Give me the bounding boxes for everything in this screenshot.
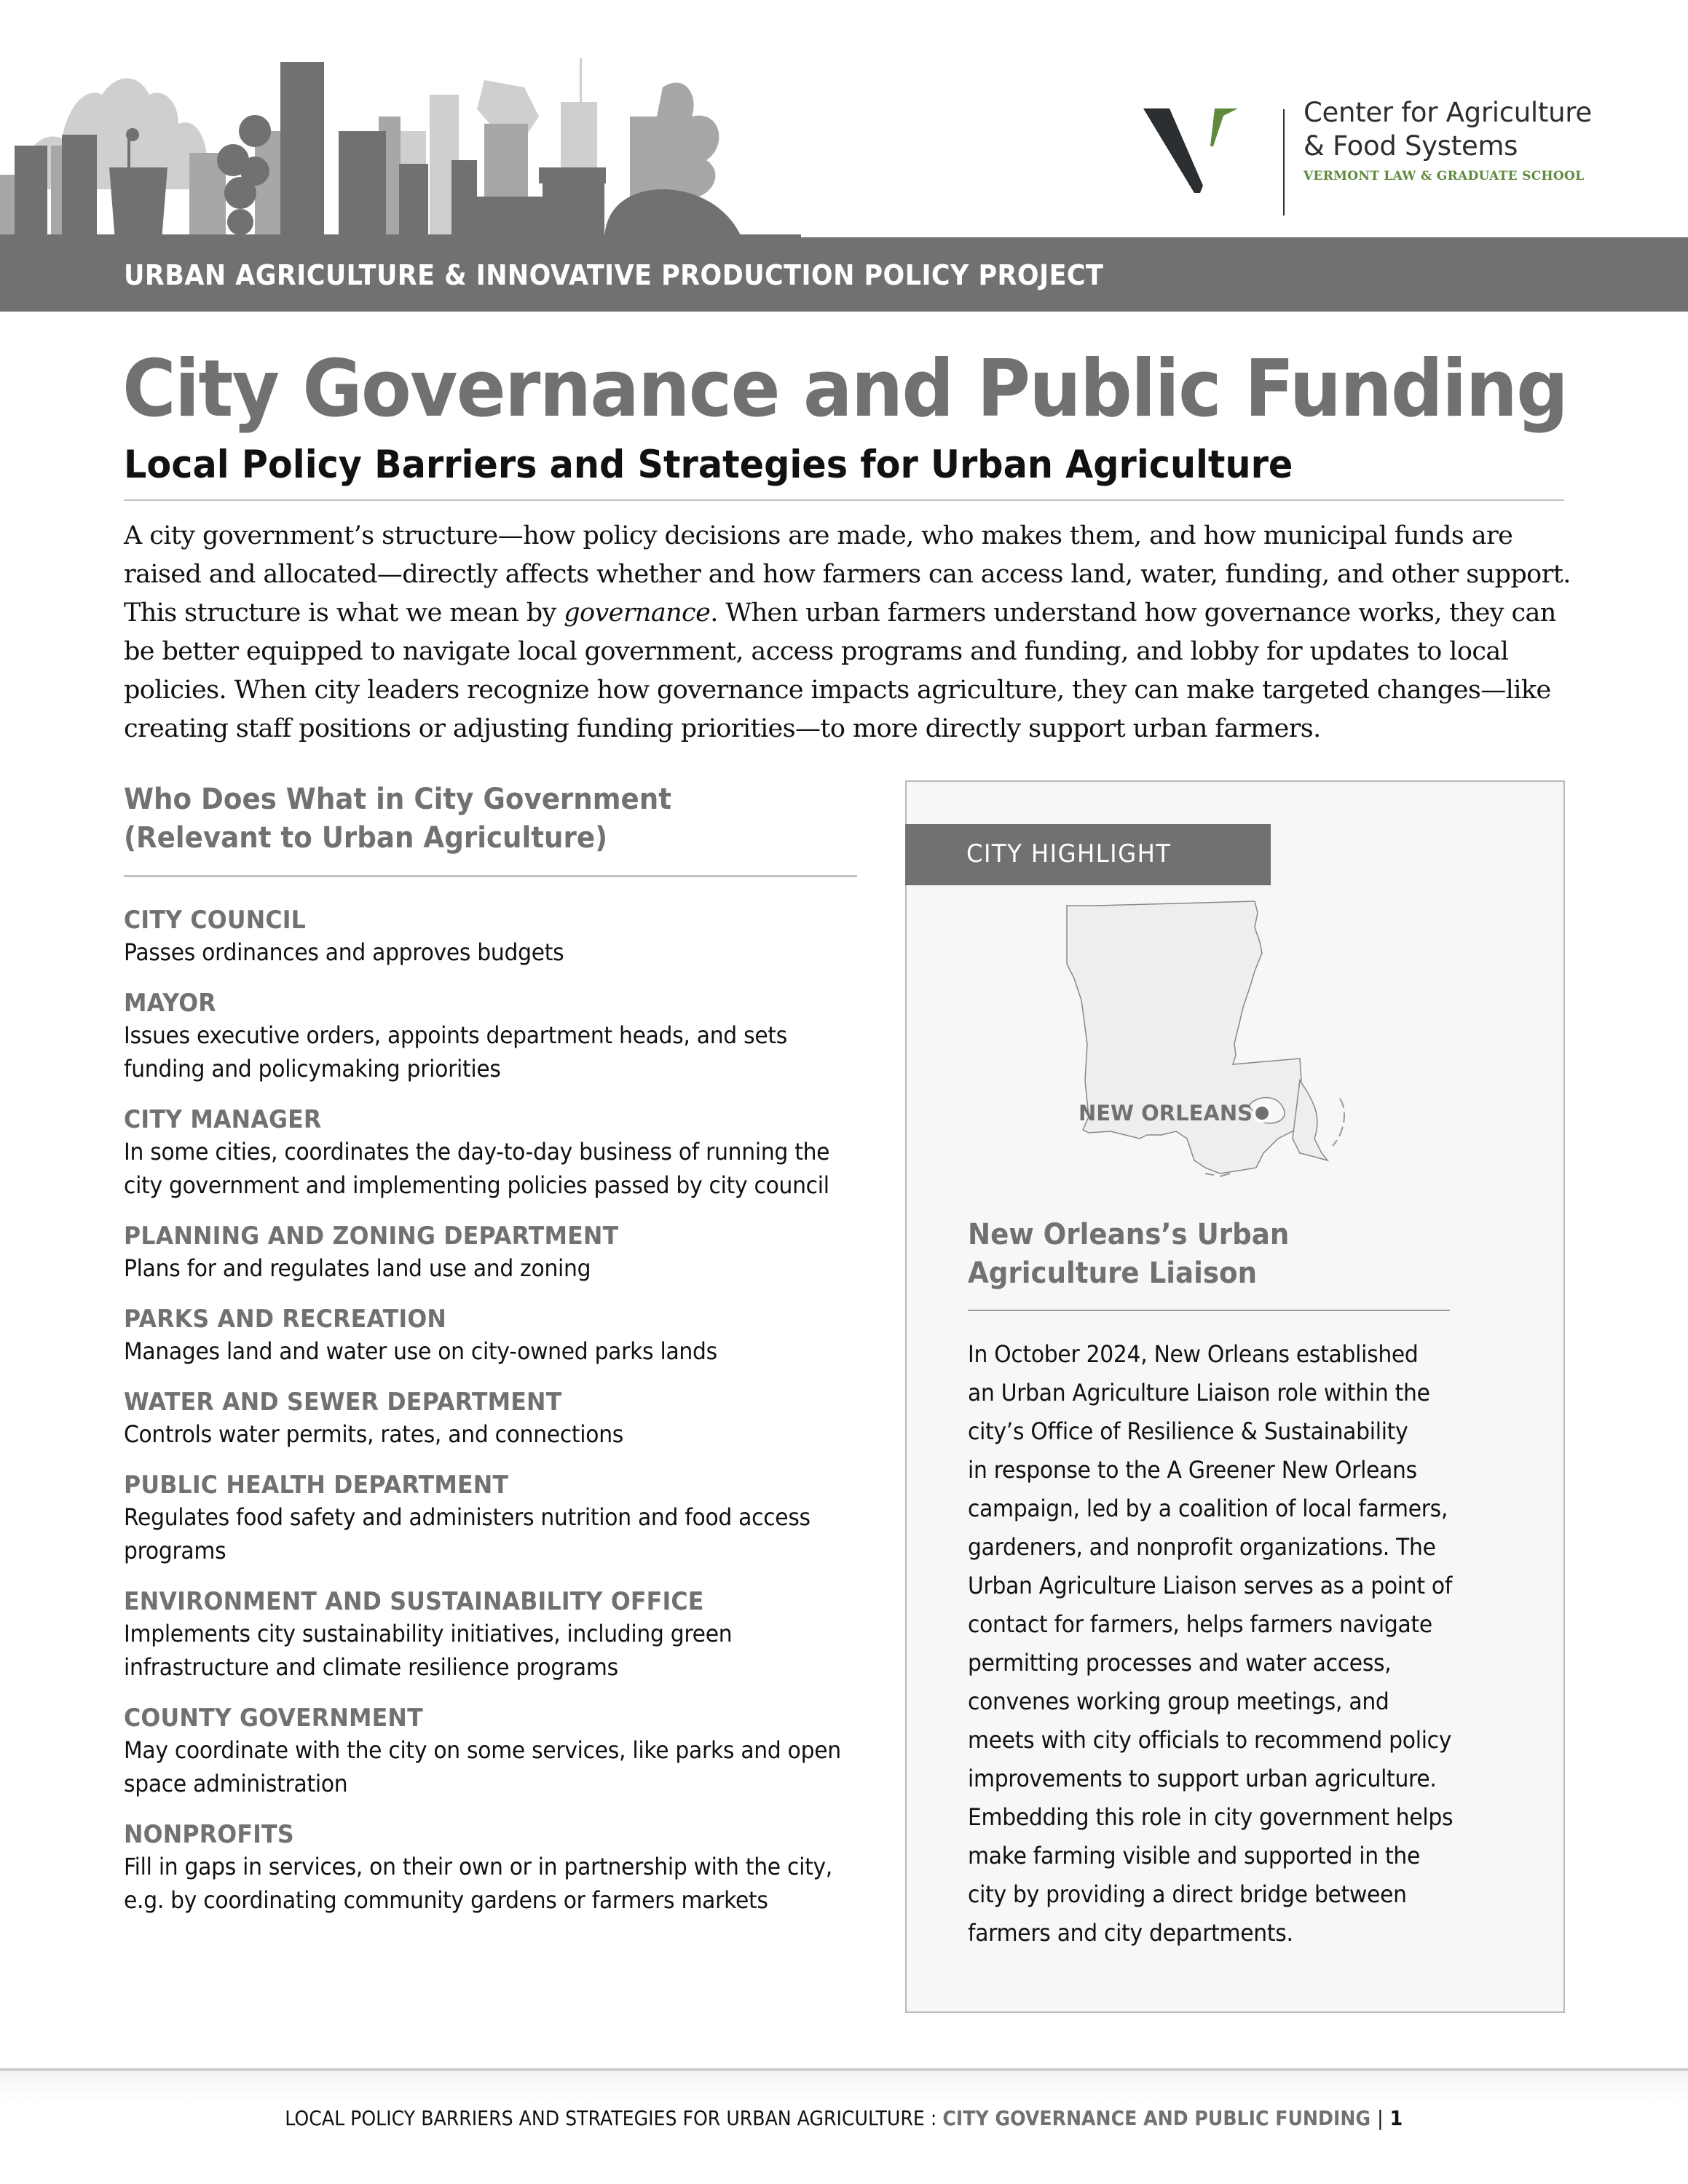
role-item-planning-zoning <box>124 1221 859 1285</box>
highlight-body-line: farmers and city departments. <box>968 1919 1293 1947</box>
header-skyline-illustration <box>0 44 801 240</box>
role-name: PUBLIC HEALTH DEPARTMENT <box>124 1471 509 1500</box>
intro-emphasis-governance: governance <box>564 598 711 628</box>
city-highlight-tag <box>905 824 1271 885</box>
footer-separator: | <box>1377 2106 1384 2130</box>
role-description: May coordinate with the city on some services, like parks and open space administration <box>124 1736 841 1797</box>
role-description: Implements city sustainability initiatives, including green infrastructure and climate resilience programs <box>124 1620 733 1681</box>
vermont-law-v-logo-icon <box>1143 98 1245 193</box>
role-item-environment-sustainability <box>124 1586 859 1684</box>
role-description: Issues executive orders, appoints department heads, and sets funding and policymaking priorities <box>124 1021 787 1083</box>
highlight-body-line: city’s Office of Resilience & Sustainability <box>968 1417 1408 1445</box>
footer-text <box>285 2106 1403 2130</box>
role-item-county-government <box>124 1703 859 1800</box>
new-orleans-marker-icon <box>1254 1105 1270 1121</box>
role-item-city-manager <box>124 1104 859 1202</box>
roles-list <box>124 905 859 1917</box>
role-name: PARKS AND RECREATION <box>124 1305 447 1334</box>
role-item-city-council <box>124 905 859 969</box>
highlight-body-line: gardeners, and nonprofit organizations. The <box>968 1533 1436 1561</box>
highlight-body-line: city by providing a direct bridge between <box>968 1880 1407 1908</box>
highlight-body-line: convenes working group meetings, and <box>968 1688 1389 1715</box>
role-name: MAYOR <box>124 989 216 1018</box>
intro-paragraph <box>124 517 1573 748</box>
highlight-body-line: contact for farmers, helps farmers navigate <box>968 1610 1432 1638</box>
who-does-what-section <box>124 780 859 1936</box>
city-highlight-label: CITY HIGHLIGHT <box>966 839 1172 869</box>
role-name: CITY MANAGER <box>124 1105 322 1134</box>
role-description: Controls water permits, rates, and connections <box>124 1420 624 1448</box>
role-description: Manages land and water use on city-owned parks lands <box>124 1337 717 1365</box>
city-highlight-box <box>905 780 1565 2013</box>
highlight-body-line: improvements to support urban agriculture. <box>968 1765 1437 1792</box>
project-banner-title: URBAN AGRICULTURE & INNOVATIVE PRODUCTION POLICY PROJECT <box>124 259 1104 291</box>
footer-series-title: LOCAL POLICY BARRIERS AND STRATEGIES FOR URBAN AGRICULTURE : <box>285 2106 943 2130</box>
role-description: Regulates food safety and administers nutrition and food access programs <box>124 1503 811 1564</box>
logo-school-name: VERMONT LAW & GRADUATE SCHOOL <box>1304 169 1585 183</box>
highlight-body-line: permitting processes and water access, <box>968 1649 1392 1677</box>
map-city-label: NEW ORLEANS <box>1078 1101 1253 1125</box>
section-divider <box>124 875 857 877</box>
role-name: WATER AND SEWER DEPARTMENT <box>124 1388 562 1417</box>
highlight-body <box>968 1335 1456 1952</box>
highlight-title <box>968 1216 1289 1293</box>
role-name: PLANNING AND ZONING DEPARTMENT <box>124 1222 619 1251</box>
page-footer <box>0 2106 1688 2130</box>
section-heading <box>124 780 808 858</box>
role-description: Passes ordinances and approves budgets <box>124 938 564 966</box>
section-heading-line1: Who Does What in City Government <box>124 783 672 816</box>
logo-name-line1: Center for Agriculture <box>1304 97 1592 128</box>
highlight-title-line1: New Orleans’s Urban <box>968 1218 1290 1251</box>
highlight-body-line: campaign, led by a coalition of local farmers, <box>968 1495 1448 1522</box>
footer-document-title: CITY GOVERNANCE AND PUBLIC FUNDING <box>942 2106 1371 2130</box>
louisiana-map-icon <box>1052 898 1431 1190</box>
role-item-water-sewer <box>124 1387 859 1451</box>
highlight-body-line: an Urban Agriculture Liaison role within the <box>968 1379 1430 1406</box>
louisiana-map <box>1052 898 1431 1190</box>
role-description: Fill in gaps in services, on their own or in partnership with the city, e.g. by coordinating community gardens or farmers markets <box>124 1853 832 1914</box>
highlight-body-line: make farming visible and supported in the <box>968 1842 1421 1870</box>
highlight-body-line: Urban Agriculture Liaison serves as a point of <box>968 1572 1453 1599</box>
role-name: CITY COUNCIL <box>124 906 307 935</box>
page-title: City Governance and Public Funding <box>122 344 1568 435</box>
role-name: COUNTY GOVERNMENT <box>124 1704 423 1733</box>
logo-text <box>1304 96 1592 183</box>
role-item-mayor <box>124 988 859 1085</box>
logo-divider <box>1283 109 1285 215</box>
role-item-nonprofits <box>124 1819 859 1917</box>
role-name: NONPROFITS <box>124 1820 294 1849</box>
role-item-public-health <box>124 1470 859 1567</box>
highlight-divider <box>968 1310 1450 1311</box>
highlight-body-line: meets with city officials to recommend policy <box>968 1726 1452 1754</box>
skyline-icon <box>0 44 801 240</box>
role-item-parks-recreation <box>124 1304 859 1368</box>
title-divider <box>124 499 1564 501</box>
intro-text-part1: A city government’s structure—how policy decisions are made, who makes them, and how municipal funds are raised and allocated—directly affects whether and how farmers can access land, water, funding, and other support. This structure is what we mean by <box>124 521 1571 628</box>
role-description: In some cities, coordinates the day-to-day business of running the city government and implementing policies passed by city council <box>124 1138 830 1199</box>
section-heading-line2: (Relevant to Urban Agriculture) <box>124 821 608 855</box>
project-banner <box>0 237 1688 312</box>
page-number: 1 <box>1389 2106 1403 2130</box>
page-subtitle: Local Policy Barriers and Strategies for Urban Agriculture <box>124 443 1293 487</box>
role-name: ENVIRONMENT AND SUSTAINABILITY OFFICE <box>124 1587 704 1616</box>
intro-text-part2: . When urban farmers understand how governance works, they can be better equipped to navigate local government, access programs and funding, and lobby for updates to local policies. When city leaders recognize how governance impacts agriculture, they can make targeted changes—like creating staff positions or adjusting funding priorities—to more directly support urban farmers. <box>124 598 1556 743</box>
highlight-body-line: In October 2024, New Orleans established <box>968 1340 1419 1368</box>
highlight-body-line: Embedding this role in city government helps <box>968 1803 1454 1831</box>
footer-shade <box>0 2071 1688 2104</box>
highlight-body-line: in response to the A Greener New Orleans <box>968 1456 1417 1484</box>
organization-logo <box>1143 87 1592 211</box>
role-description: Plans for and regulates land use and zoning <box>124 1254 591 1282</box>
highlight-title-line2: Agriculture Liaison <box>968 1257 1258 1290</box>
logo-name-line2: & Food Systems <box>1304 130 1518 162</box>
